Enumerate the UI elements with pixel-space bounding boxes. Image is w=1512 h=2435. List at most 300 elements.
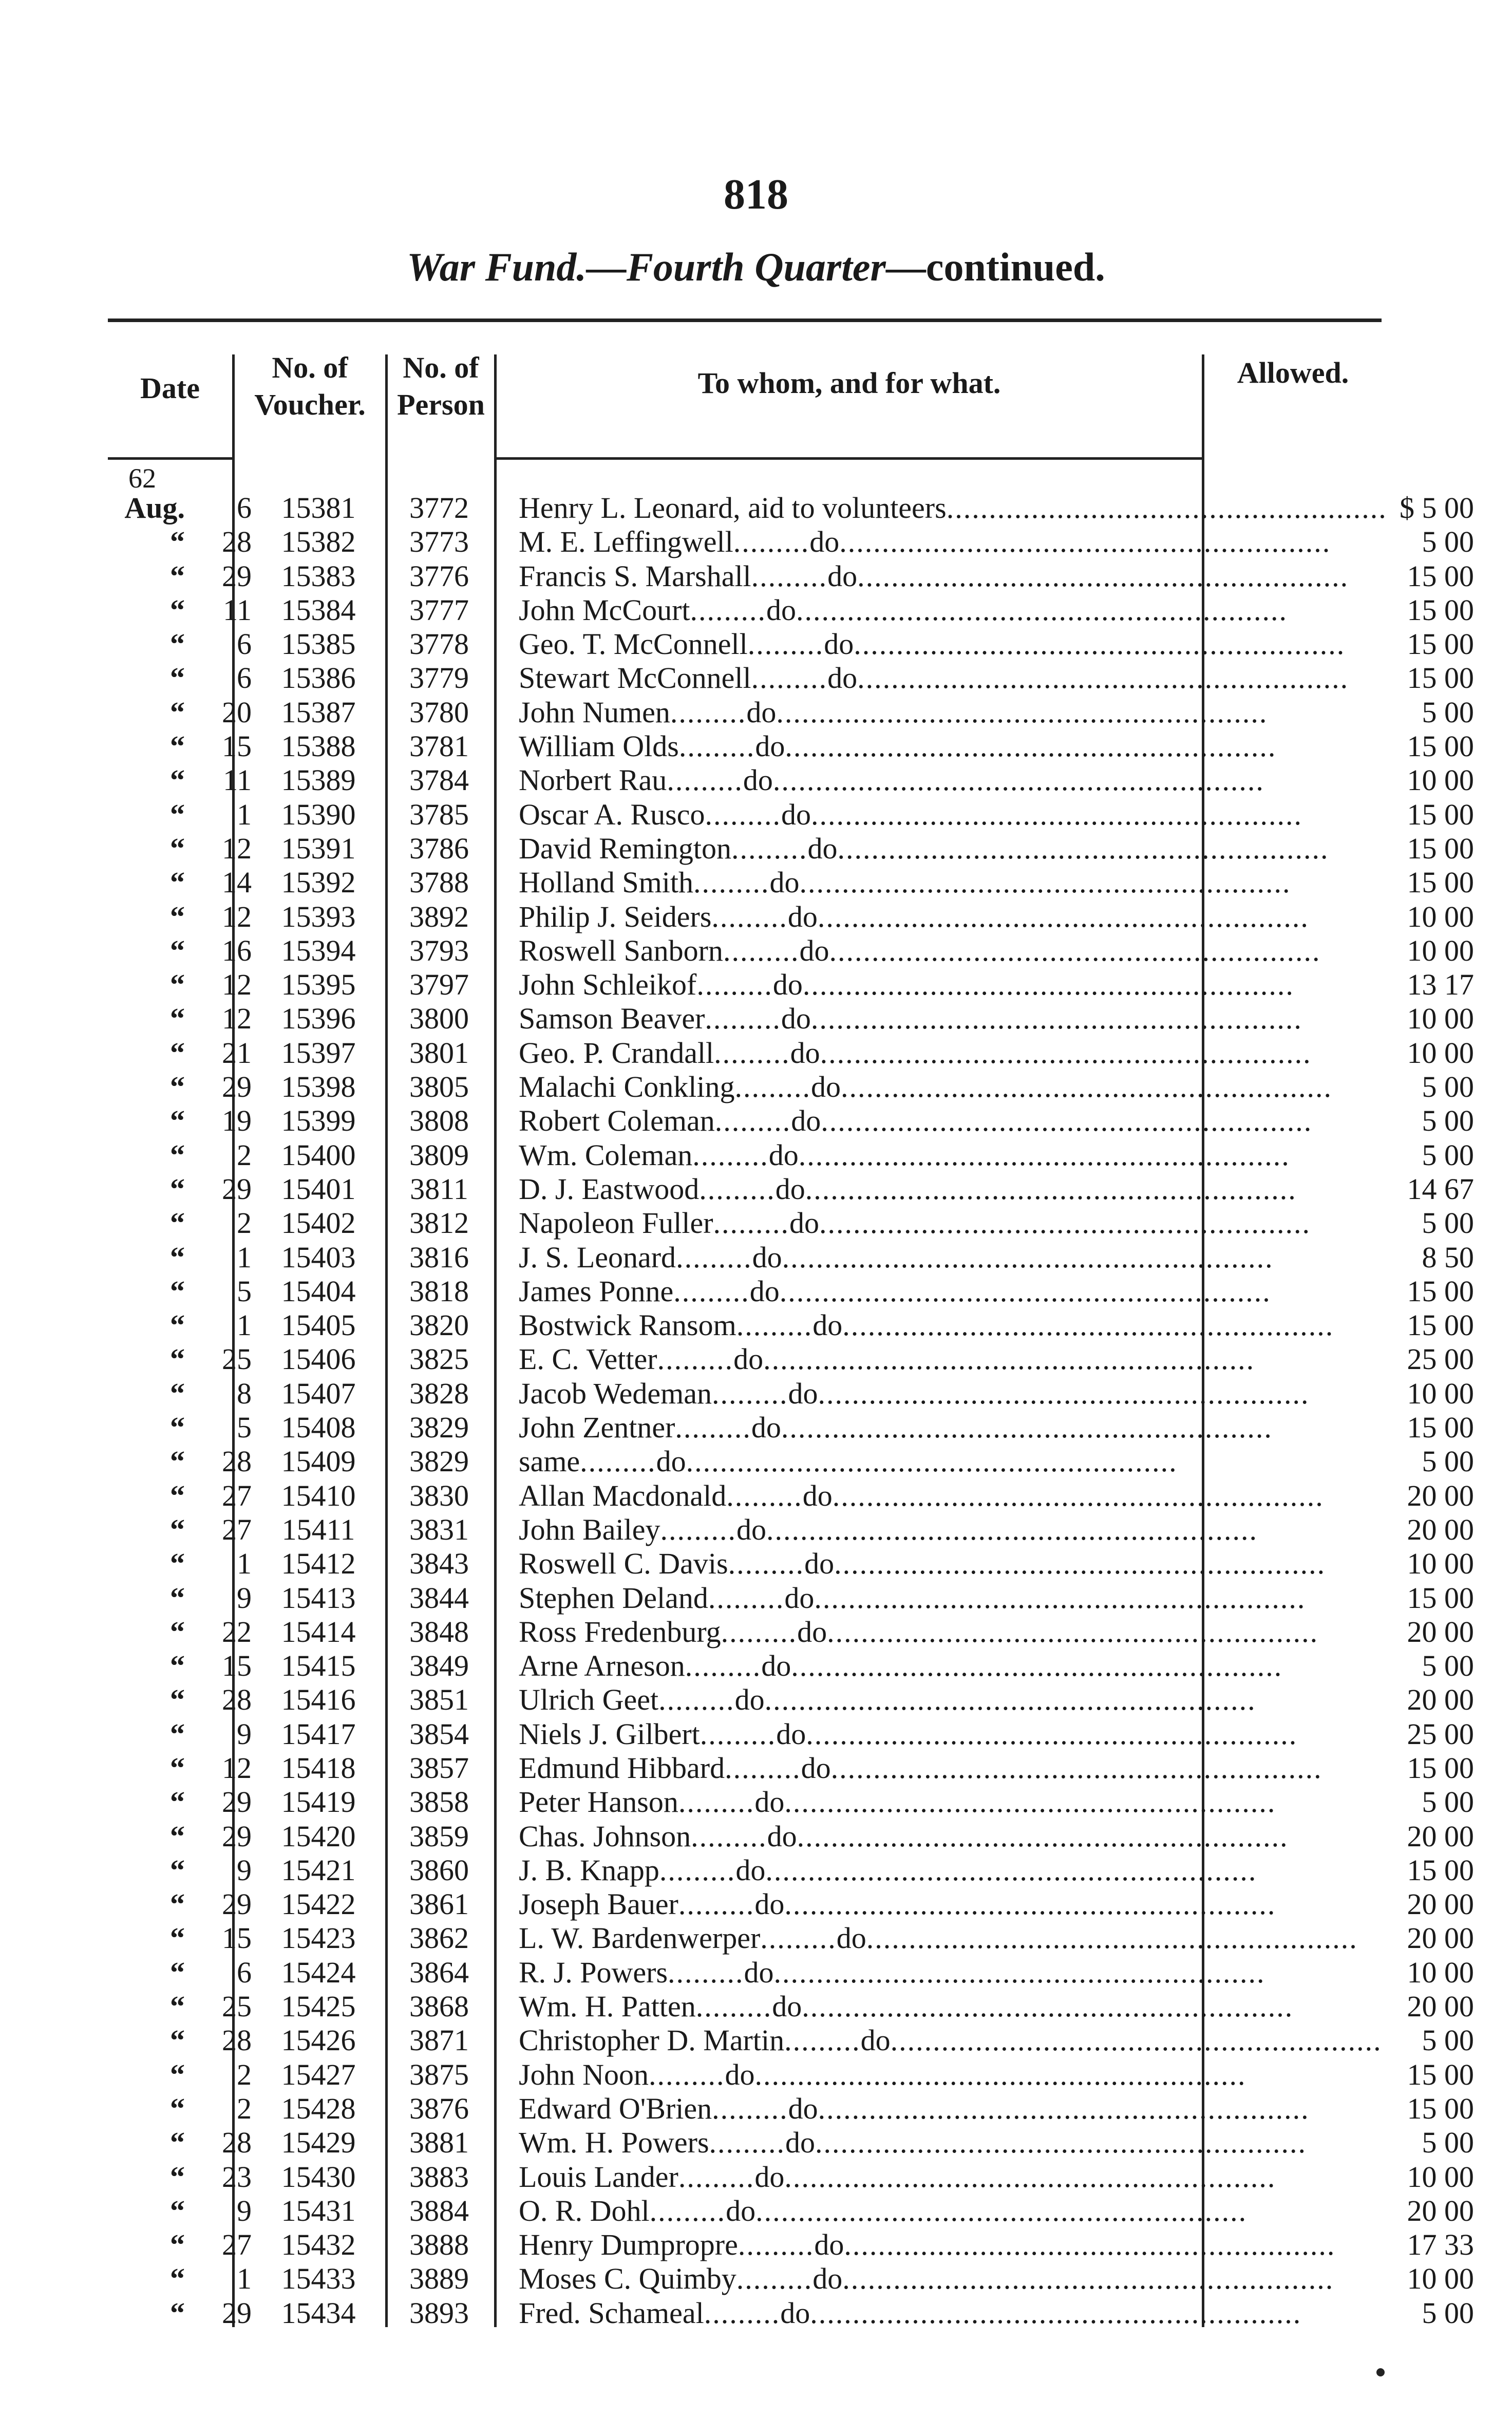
allowed-amount: 5 00 (1422, 1785, 1474, 1819)
date-day: 29 (222, 1785, 252, 1819)
payee-name (519, 1206, 1320, 1240)
table-row (108, 2126, 1474, 2160)
allowed-amount: 15 00 (1407, 2091, 1474, 2125)
allowed-amount: 8 50 (1422, 1240, 1474, 1274)
date-month: “ (170, 1683, 185, 1717)
voucher-number: 15399 (281, 1104, 356, 1138)
ditto-note: do (787, 900, 818, 933)
leader-dots: ......... (673, 1274, 750, 1308)
leader-dots: .......................................................... (765, 1853, 1257, 1887)
date-day: 20 (222, 695, 252, 729)
voucher-number: 15411 (281, 1512, 355, 1546)
date-day: 29 (222, 1172, 252, 1206)
payee-name (519, 1478, 1324, 1513)
date-month: “ (170, 1240, 185, 1274)
payee-name (519, 2228, 1336, 2262)
voucher-number: 15414 (281, 1615, 356, 1649)
ditto-note: do (827, 559, 858, 593)
person-number: 3859 (409, 1819, 469, 1853)
leader-dots: ......... (659, 1853, 736, 1887)
table-row (108, 1070, 1474, 1104)
table-row (108, 1581, 1474, 1615)
ditto-note: do (733, 1342, 764, 1376)
voucher-number: 15396 (281, 1002, 356, 1036)
allowed-amount: 5 00 (1422, 1445, 1474, 1478)
leader-dots: .......................................................... (818, 2091, 1310, 2125)
person-number: 3860 (409, 1853, 469, 1887)
allowed-amount: 25 00 (1407, 1717, 1474, 1751)
table-row (108, 593, 1474, 627)
page-number: 818 (724, 171, 788, 218)
payee-name (519, 2160, 1320, 2194)
voucher-number: 15395 (281, 968, 356, 1002)
header-to-whom: To whom, and for what. (697, 366, 1001, 400)
allowed-amount: 20 00 (1407, 2194, 1474, 2227)
allowed-amount: 15 00 (1407, 661, 1474, 695)
person-number: 3793 (409, 933, 469, 967)
payee-text: Napoleon Fuller (519, 1206, 713, 1240)
payee-name (519, 968, 1320, 1002)
payee-text: John Numen (519, 695, 670, 729)
table-row (108, 1478, 1474, 1513)
page-title-italic: War Fund.—Fourth Quarter (407, 245, 886, 289)
voucher-number: 15390 (281, 797, 356, 831)
ledger-table (108, 319, 1474, 2330)
allowed-amount: 15 00 (1407, 2057, 1474, 2091)
date-day: 25 (222, 1990, 252, 2024)
person-number: 3830 (409, 1478, 469, 1512)
leader-dots: ......... (736, 1308, 813, 1342)
payee-name (519, 798, 1320, 832)
allowed-amount: 17 33 (1407, 2228, 1474, 2262)
date-day: 15 (222, 729, 252, 763)
leader-dots: ......... (678, 1887, 755, 1921)
date-month: “ (170, 627, 185, 661)
table-row (108, 1002, 1474, 1036)
payee-name (519, 1308, 1334, 1342)
payee-name (519, 2194, 1320, 2228)
allowed-amount: 10 00 (1407, 933, 1474, 967)
leader-dots: .......................................................... (797, 1819, 1289, 1853)
allowed-amount: 10 00 (1407, 1955, 1474, 1989)
table-row (108, 1785, 1474, 1819)
leader-dots: ......... (734, 1070, 811, 1104)
person-number: 3816 (409, 1240, 469, 1274)
date-month: “ (170, 2296, 185, 2330)
payee-text: John Noon (519, 2057, 649, 2091)
ditto-note: do (799, 933, 829, 967)
payee-name (519, 559, 1349, 593)
ditto-note: do (754, 1887, 785, 1921)
leader-dots: ......... (691, 1819, 767, 1853)
payee-text: Joseph Bauer (519, 1887, 678, 1921)
date-month: “ (170, 763, 185, 797)
leader-dots: .......................................................... (773, 1955, 1265, 1989)
date-day: 9 (237, 1581, 252, 1615)
leader-dots: ......... (760, 1921, 837, 1955)
payee-name (519, 1887, 1320, 1921)
voucher-number: 15418 (281, 1751, 356, 1785)
ditto-note: do (772, 1990, 802, 2024)
leader-dots: ......... (714, 1036, 790, 1070)
allowed-amount: 20 00 (1407, 1819, 1474, 1853)
leader-dots: ......... (696, 968, 773, 1002)
table-row (108, 900, 1474, 934)
person-number: 3883 (409, 2160, 469, 2194)
voucher-number: 15427 (281, 2057, 356, 2091)
leader-dots: .......................................................... (686, 1445, 1178, 1478)
header-allowed: Allowed. (1237, 356, 1349, 389)
leader-dots: .......................................................... (799, 866, 1291, 900)
date-day: 28 (222, 1445, 252, 1478)
voucher-number: 15433 (281, 2262, 356, 2296)
payee-text: Robert Coleman (519, 1104, 715, 1138)
payee-text: Roswell C. Davis (519, 1547, 728, 1581)
person-number: 3805 (409, 1070, 469, 1104)
allowed-amount: 10 00 (1407, 1036, 1474, 1070)
date-month: “ (170, 1512, 185, 1546)
date-month: “ (170, 1921, 185, 1955)
payee-text: M. E. Leffingwell (519, 525, 733, 559)
voucher-number: 15432 (281, 2228, 356, 2262)
page-title (0, 244, 1512, 290)
table-row (108, 1990, 1474, 2024)
leader-dots: ......... (713, 1206, 790, 1240)
payee-name (519, 763, 1320, 797)
leader-dots: .......................................................... (820, 1036, 1312, 1070)
date-day: 28 (222, 2126, 252, 2160)
leader-dots: .......................................................... (781, 1411, 1273, 1445)
table-row (108, 1240, 1474, 1275)
date-day: 27 (222, 1512, 252, 1546)
table-row (108, 1887, 1474, 1921)
voucher-number: 15428 (281, 2091, 356, 2125)
date-month: “ (170, 2126, 185, 2160)
payee-name (519, 1342, 1320, 1376)
payee-name (519, 1956, 1320, 1990)
leader-dots: .......................................................... (806, 1717, 1298, 1751)
payee-text: Wm. Coleman (519, 1138, 693, 1172)
date-month: “ (170, 1206, 185, 1240)
voucher-number: 15415 (281, 1649, 356, 1683)
voucher-number: 15419 (281, 1785, 356, 1819)
voucher-number: 15388 (281, 729, 356, 763)
leader-dots: ......... (784, 2024, 861, 2057)
leader-dots: .......................................................... (779, 1274, 1271, 1308)
ditto-note: do (772, 968, 803, 1002)
table-row (108, 1512, 1474, 1547)
payee-text: David Remington (519, 831, 732, 865)
allowed-amount: 20 00 (1407, 1887, 1474, 1921)
table-row (108, 1955, 1474, 1990)
date-day: 6 (237, 491, 252, 525)
payee-name (519, 1138, 1320, 1172)
voucher-number: 15387 (281, 695, 356, 729)
person-number: 3786 (409, 831, 469, 865)
leader-dots: ......... (699, 1172, 776, 1206)
date-day: 2 (237, 2091, 252, 2125)
allowed-amount: 10 00 (1407, 1376, 1474, 1410)
allowed-amount: 5 00 (1422, 1649, 1474, 1683)
leader-dots: .......................................................... (842, 1308, 1334, 1342)
date-month: “ (170, 797, 185, 831)
ditto-note: do (780, 2296, 810, 2330)
leader-dots: .......................................................... (830, 1751, 1322, 1785)
payee-name (519, 1445, 1320, 1478)
leader-dots: .......................................................... (810, 1002, 1302, 1036)
header-voucher: No. of Voucher. (254, 351, 366, 421)
leader-dots: .......................................................... (782, 1240, 1274, 1274)
table-row (108, 1411, 1474, 1445)
date-day: 1 (237, 797, 252, 831)
date-month: “ (170, 1445, 185, 1478)
leader-dots: .......................................................... (802, 1990, 1294, 2024)
date-month: “ (170, 1172, 185, 1206)
leader-dots: ......... (714, 1104, 791, 1138)
date-day: 2 (237, 1206, 252, 1240)
person-number: 3831 (409, 1512, 469, 1546)
payee-name (519, 491, 1387, 525)
table-row (108, 695, 1474, 729)
payee-text: O. R. Dohl (519, 2194, 650, 2227)
leader-dots: .......................................................... (810, 2296, 1302, 2330)
payee-name (519, 1036, 1320, 1070)
payee-text: J. B. Knapp (519, 1853, 659, 1887)
date-day: 5 (237, 1274, 252, 1308)
table-row (108, 1751, 1474, 1785)
date-month: “ (170, 1717, 185, 1751)
date-day: 27 (222, 1478, 252, 1512)
ditto-note: do (743, 763, 773, 797)
date-month: “ (170, 831, 185, 865)
leader-dots: .......................................................... (776, 695, 1268, 729)
voucher-number: 15423 (281, 1921, 356, 1955)
date-month: “ (170, 1376, 185, 1410)
payee-text: John McCourt (519, 593, 690, 627)
person-number: 3888 (409, 2228, 469, 2262)
payee-text: Geo. P. Crandall (519, 1036, 714, 1070)
date-day: 29 (222, 1070, 252, 1104)
allowed-amount: 15 00 (1407, 831, 1474, 865)
payee-name (519, 1513, 1320, 1547)
date-day: 1 (237, 2262, 252, 2296)
date-day: 11 (223, 763, 252, 797)
table-row (108, 1172, 1474, 1206)
payee-name (519, 866, 1320, 900)
table-row (108, 1649, 1474, 1683)
leader-dots: ......... (648, 2057, 725, 2091)
date-day: 12 (222, 900, 252, 933)
person-number: 3829 (409, 1445, 469, 1478)
allowed-amount: 20 00 (1407, 1478, 1474, 1512)
payee-name (519, 934, 1320, 968)
leader-dots: .......................................................... (785, 729, 1277, 763)
voucher-number: 15391 (281, 831, 356, 865)
date-day: 9 (237, 2194, 252, 2227)
person-number: 3868 (409, 1990, 469, 2024)
date-month: “ (170, 1990, 185, 2024)
payee-name (519, 1853, 1320, 1887)
date-day: 2 (237, 1138, 252, 1172)
table-row (108, 661, 1474, 695)
date-month: “ (170, 2194, 185, 2227)
payee-name (519, 1070, 1332, 1104)
ditto-note: do (804, 1547, 835, 1581)
voucher-number: 15392 (281, 866, 356, 900)
payee-text: J. S. Leonard (519, 1240, 676, 1274)
ditto-note: do (736, 1512, 766, 1546)
person-number: 3808 (409, 1104, 469, 1138)
leader-dots: ......... (747, 627, 824, 661)
allowed-amount: 14 67 (1407, 1172, 1474, 1206)
leader-dots: .......................................................... (817, 900, 1309, 933)
payee-text: Henry L. Leonard, aid to volunteers (519, 491, 947, 525)
leader-dots: .......................................................... (821, 1104, 1313, 1138)
payee-text: Allan Macdonald (519, 1478, 727, 1512)
date-day: 6 (237, 1955, 252, 1989)
table-row (108, 2091, 1474, 2126)
allowed-amount: 20 00 (1407, 1921, 1474, 1955)
voucher-number: 15383 (281, 559, 356, 593)
ditto-note: do (812, 2262, 843, 2296)
date-month: “ (170, 900, 185, 933)
date-day: 1 (237, 1240, 252, 1274)
payee-name (519, 1990, 1320, 2024)
payee-name (519, 1751, 1320, 1785)
leader-dots: ......... (676, 1240, 752, 1274)
allowed-amount: $ 5 00 (1400, 491, 1474, 525)
date-day: 29 (222, 1887, 252, 1921)
payee-text: Niels J. Gilbert (519, 1717, 700, 1751)
payee-name (519, 1820, 1320, 1853)
leader-dots: ......... (704, 2296, 781, 2330)
leader-dots: .......................................................... (763, 1342, 1255, 1376)
table-row (108, 2057, 1474, 2092)
date-month: “ (170, 729, 185, 763)
payee-text: Wm. H. Patten (519, 1990, 696, 2024)
voucher-number: 15381 (281, 491, 356, 525)
payee-text: Edmund Hibbard (519, 1751, 725, 1785)
table-row (108, 1104, 1474, 1138)
leader-dots: ......... (723, 933, 800, 967)
table-row (108, 933, 1474, 968)
payee-name (519, 593, 1320, 627)
leader-dots: .......................................................... (834, 1547, 1326, 1581)
person-number: 3881 (409, 2126, 469, 2160)
date-day: 28 (222, 2024, 252, 2057)
voucher-number: 15420 (281, 1819, 356, 1853)
voucher-number: 15405 (281, 1308, 356, 1342)
payee-name (519, 1241, 1320, 1275)
leader-dots: .......................................................... (784, 2160, 1276, 2194)
payee-text: Fred. Schameal (519, 2296, 704, 2330)
leader-dots: ......... (751, 661, 828, 695)
table-row (108, 1308, 1474, 1342)
voucher-number: 15417 (281, 1717, 356, 1751)
date-day: 29 (222, 2296, 252, 2330)
allowed-amount: 5 00 (1422, 1138, 1474, 1172)
person-number: 3849 (409, 1649, 469, 1683)
leader-dots: .......................................................... (814, 1581, 1306, 1615)
ditto-note: do (766, 593, 796, 627)
table-row (108, 491, 1474, 525)
leader-dots: ......... (726, 1478, 803, 1512)
header-rule (108, 457, 232, 460)
leader-dots: ......... (690, 593, 766, 627)
voucher-number: 15382 (281, 525, 356, 559)
leader-dots: .......................................................... (755, 2194, 1248, 2227)
leader-dots: .......................................................... (764, 1683, 1256, 1717)
date-month: “ (170, 2262, 185, 2296)
date-month: “ (170, 559, 185, 593)
date-month: “ (170, 1785, 185, 1819)
date-month: “ (170, 1615, 185, 1649)
person-number: 3864 (409, 1955, 469, 1989)
payee-text: Stewart McConnell (519, 661, 751, 695)
table-row (108, 831, 1474, 866)
leader-dots: .......................................................... (784, 1785, 1276, 1819)
allowed-amount: 10 00 (1407, 1547, 1474, 1581)
leader-dots: .......................................................... (815, 2126, 1307, 2160)
ditto-note: do (744, 1955, 774, 1989)
date-month: “ (170, 1070, 185, 1104)
leader-dots: ......... (721, 1615, 798, 1649)
leader-dots: .................................................... (946, 491, 1387, 525)
ditto-note: do (725, 2057, 755, 2091)
leader-dots: ......... (675, 1411, 751, 1445)
person-number: 3893 (409, 2296, 469, 2330)
date-month: “ (170, 1478, 185, 1512)
table-row (108, 2160, 1474, 2194)
date-month: “ (170, 968, 185, 1002)
table-row (108, 1342, 1474, 1376)
payee-name (519, 1683, 1320, 1717)
date-month: Aug. (124, 491, 185, 525)
person-number: 3800 (409, 1002, 469, 1036)
header-rule (497, 457, 1202, 460)
leader-dots: ......... (580, 1445, 656, 1478)
payee-name (519, 2262, 1334, 2296)
table-row (108, 729, 1474, 763)
person-number: 3776 (409, 559, 469, 593)
allowed-amount: 15 00 (1407, 1274, 1474, 1308)
payee-text: L. W. Bardenwerper (519, 1921, 761, 1955)
leader-dots: ......... (708, 1581, 785, 1615)
date-month: “ (170, 1581, 185, 1615)
year-label: 62 (128, 463, 156, 494)
ditto-note: do (746, 695, 777, 729)
ditto-note: do (801, 1751, 831, 1785)
ditto-note: do (827, 661, 858, 695)
voucher-number: 15384 (281, 593, 356, 627)
leader-dots: ......... (705, 797, 781, 831)
person-number: 3889 (409, 2262, 469, 2296)
date-day: 23 (222, 2160, 252, 2194)
payee-text: Edward O'Brien (519, 2091, 712, 2125)
payee-name (519, 900, 1320, 934)
date-day: 9 (237, 1853, 252, 1887)
payee-text: Louis Lander (519, 2160, 678, 2194)
leader-dots: ......... (658, 1683, 735, 1717)
date-month: “ (170, 695, 185, 729)
leader-dots: ......... (709, 2126, 786, 2160)
date-day: 28 (222, 1683, 252, 1717)
date-day: 9 (237, 1717, 252, 1751)
table-row (108, 1547, 1474, 1581)
leader-dots: ......... (667, 763, 743, 797)
payee-name (519, 627, 1346, 661)
date-day: 12 (222, 968, 252, 1002)
